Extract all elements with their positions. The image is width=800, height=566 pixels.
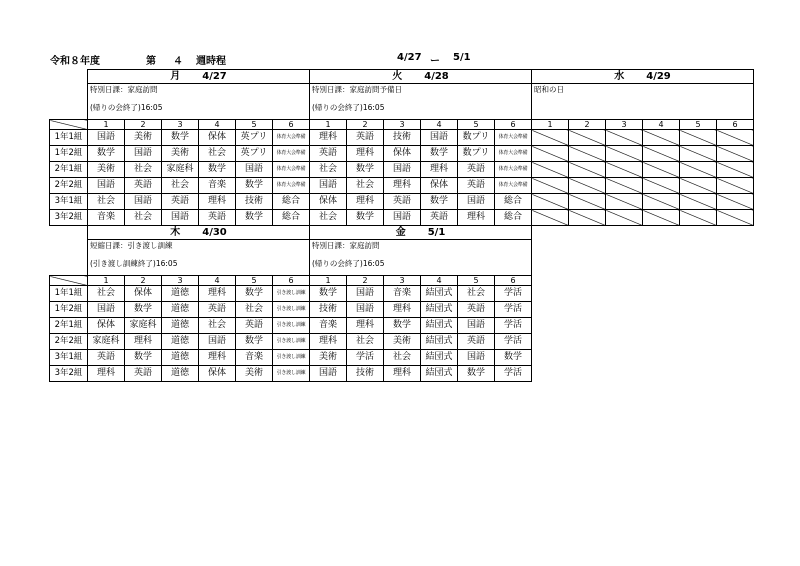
subject-cell: 数学 <box>495 350 532 366</box>
holiday-cell <box>606 178 643 194</box>
period-number: 2 <box>125 276 162 286</box>
holiday-cell <box>569 178 606 194</box>
note-line-1: 昭和の日 <box>534 85 564 94</box>
holiday-cell <box>532 178 569 194</box>
subject-cell: 国語 <box>347 286 384 302</box>
subject-cell: 社会 <box>310 210 347 226</box>
school-year: 令和８年度 <box>50 56 100 67</box>
period-number: 3 <box>384 276 421 286</box>
subject-cell: 社会 <box>458 286 495 302</box>
subject-cell: 引き渡し訓練 <box>273 366 310 382</box>
subject-cell: 体育大会準備 <box>495 162 532 178</box>
subject-cell: 保体 <box>384 146 421 162</box>
subject-cell: 体育大会準備 <box>273 130 310 146</box>
subject-cell: 総合 <box>495 210 532 226</box>
subject-cell: 家庭科 <box>162 162 199 178</box>
subject-cell: 技術 <box>347 366 384 382</box>
subject-cell: 英語 <box>458 302 495 318</box>
subject-cell: 保体 <box>199 130 236 146</box>
table-row <box>50 350 754 366</box>
note-line-1: 特別日課：家庭訪問 <box>312 241 380 250</box>
holiday-cell <box>569 194 606 210</box>
subject-cell: 結団式 <box>421 334 458 350</box>
holiday-cell <box>643 178 680 194</box>
subject-cell: 理科 <box>125 334 162 350</box>
day-note-tue <box>310 84 532 120</box>
weekly-schedule-table <box>49 69 754 382</box>
subject-cell: 学活 <box>495 318 532 334</box>
period-number: 6 <box>273 120 310 130</box>
holiday-cell <box>569 130 606 146</box>
note-line-1: 特別日課：家庭訪問予備日 <box>312 85 402 94</box>
note-line-2: (引き渡し訓練終了)16:05 <box>90 259 178 268</box>
subject-cell: 数学 <box>162 130 199 146</box>
period-number: 1 <box>88 276 125 286</box>
holiday-cell <box>717 162 754 178</box>
subject-cell: 国語 <box>421 130 458 146</box>
holiday-cell <box>532 146 569 162</box>
subject-cell: 英プリ <box>236 146 273 162</box>
subject-cell: 英語 <box>88 350 125 366</box>
subject-cell: 英語 <box>199 210 236 226</box>
note-line-2: (帰りの会終了)16:05 <box>312 259 385 268</box>
subject-cell: 国語 <box>458 318 495 334</box>
period-number: 3 <box>606 120 643 130</box>
subject-cell: 数学 <box>88 146 125 162</box>
subject-cell: 理科 <box>199 286 236 302</box>
period-number: 6 <box>273 276 310 286</box>
period-number: 2 <box>125 120 162 130</box>
subject-cell: 数学 <box>199 162 236 178</box>
subject-cell: 数学 <box>347 162 384 178</box>
day-date: 4/30 <box>202 226 227 238</box>
holiday-cell <box>606 146 643 162</box>
subject-cell: 家庭科 <box>88 334 125 350</box>
date-dash: ー <box>430 56 440 67</box>
table-row <box>50 178 754 194</box>
subject-cell: 道徳 <box>162 334 199 350</box>
day-date: 4/27 <box>202 70 227 82</box>
week-number: ４ <box>173 56 183 67</box>
subject-cell: 社会 <box>199 318 236 334</box>
subject-cell: 体育大会準備 <box>495 146 532 162</box>
subject-cell: 音楽 <box>88 210 125 226</box>
subject-cell: 英プリ <box>236 130 273 146</box>
subject-cell: 美術 <box>236 366 273 382</box>
subject-cell: 学活 <box>495 334 532 350</box>
day-date: 5/1 <box>427 226 446 238</box>
subject-cell: 保体 <box>421 178 458 194</box>
subject-cell: 結団式 <box>421 366 458 382</box>
period-number: 5 <box>680 120 717 130</box>
table-row <box>50 286 754 302</box>
subject-cell: 国語 <box>236 162 273 178</box>
period-number: 6 <box>717 120 754 130</box>
subject-cell: 社会 <box>347 334 384 350</box>
class-label: 3年2組 <box>50 366 88 382</box>
subject-cell: 美術 <box>88 162 125 178</box>
subject-cell: 引き渡し訓練 <box>273 286 310 302</box>
subject-cell: 社会 <box>384 350 421 366</box>
subject-cell: 国語 <box>310 178 347 194</box>
subject-cell: 保体 <box>125 286 162 302</box>
subject-cell: 英語 <box>384 194 421 210</box>
subject-cell: 英語 <box>199 302 236 318</box>
holiday-cell <box>606 194 643 210</box>
subject-cell: 道徳 <box>162 286 199 302</box>
subject-cell: 数学 <box>421 194 458 210</box>
day-header-mon <box>88 70 310 84</box>
subject-cell: 社会 <box>125 210 162 226</box>
period-number: 5 <box>236 120 273 130</box>
subject-cell: 数学 <box>125 350 162 366</box>
subject-cell: 結団式 <box>421 286 458 302</box>
period-number: 3 <box>384 120 421 130</box>
class-label: 3年1組 <box>50 194 88 210</box>
class-label: 2年2組 <box>50 334 88 350</box>
subject-cell: 結団式 <box>421 350 458 366</box>
subject-cell: 理科 <box>384 302 421 318</box>
holiday-cell <box>606 130 643 146</box>
subject-cell: 国語 <box>162 210 199 226</box>
day-note-thu <box>88 240 310 276</box>
subject-cell: 数学 <box>458 366 495 382</box>
holiday-cell <box>680 162 717 178</box>
day-name: 金 <box>395 226 406 238</box>
subject-cell: 理科 <box>458 210 495 226</box>
subject-cell: 社会 <box>125 162 162 178</box>
subject-cell: 引き渡し訓練 <box>273 350 310 366</box>
day-date: 4/28 <box>424 70 449 82</box>
holiday-cell <box>606 162 643 178</box>
date-to: 5/1 <box>453 52 471 63</box>
table-row <box>50 210 754 226</box>
period-number: 1 <box>88 120 125 130</box>
holiday-cell <box>643 210 680 226</box>
holiday-cell <box>532 194 569 210</box>
subject-cell: 保体 <box>199 366 236 382</box>
subject-cell: 技術 <box>384 130 421 146</box>
table-row <box>50 366 754 382</box>
period-number: 4 <box>199 120 236 130</box>
subject-cell: 社会 <box>162 178 199 194</box>
subject-cell: 国語 <box>347 302 384 318</box>
subject-cell: 理科 <box>88 366 125 382</box>
day-name: 水 <box>614 70 625 82</box>
period-number: 4 <box>199 276 236 286</box>
day-note-wed <box>532 84 754 120</box>
subject-cell: 美術 <box>125 130 162 146</box>
date-from: 4/27 <box>397 52 422 63</box>
period-number: 6 <box>495 276 532 286</box>
subject-cell: 道徳 <box>162 350 199 366</box>
subject-cell: 数プリ <box>458 130 495 146</box>
subject-cell: 体育大会準備 <box>273 146 310 162</box>
subject-cell: 引き渡し訓練 <box>273 302 310 318</box>
holiday-cell <box>717 130 754 146</box>
subject-cell: 理科 <box>421 162 458 178</box>
day-date: 4/29 <box>646 70 671 82</box>
subject-cell: 技術 <box>310 302 347 318</box>
period-number: 2 <box>347 120 384 130</box>
period-number: 3 <box>162 276 199 286</box>
holiday-cell <box>532 162 569 178</box>
subject-cell: 理科 <box>310 130 347 146</box>
subject-cell: 英語 <box>347 130 384 146</box>
table-row <box>50 334 754 350</box>
subject-cell: 技術 <box>236 194 273 210</box>
class-label: 3年1組 <box>50 350 88 366</box>
holiday-cell <box>532 130 569 146</box>
subject-cell: 学活 <box>495 366 532 382</box>
subject-cell: 国語 <box>125 146 162 162</box>
holiday-cell <box>680 178 717 194</box>
subject-cell: 体育大会準備 <box>495 130 532 146</box>
subject-cell: 社会 <box>347 178 384 194</box>
holiday-cell <box>643 130 680 146</box>
day-name: 月 <box>170 70 181 82</box>
holiday-cell <box>680 210 717 226</box>
subject-cell: 学活 <box>347 350 384 366</box>
note-line-1: 特別日課：家庭訪問 <box>90 85 158 94</box>
day-header-wed <box>532 70 754 84</box>
holiday-cell <box>643 146 680 162</box>
subject-cell: 道徳 <box>162 302 199 318</box>
subject-cell: 総合 <box>273 210 310 226</box>
subject-cell: 英語 <box>236 318 273 334</box>
class-label: 1年2組 <box>50 146 88 162</box>
subject-cell: 理科 <box>384 178 421 194</box>
subject-cell: 音楽 <box>236 350 273 366</box>
subject-cell: 数学 <box>310 286 347 302</box>
period-number: 1 <box>310 120 347 130</box>
subject-cell: 数学 <box>347 210 384 226</box>
subject-cell: 学活 <box>495 302 532 318</box>
subject-cell: 数学 <box>384 318 421 334</box>
day-name: 木 <box>170 226 181 238</box>
holiday-cell <box>643 162 680 178</box>
period-number: 4 <box>643 120 680 130</box>
subject-cell: 道徳 <box>162 366 199 382</box>
holiday-cell <box>717 194 754 210</box>
class-label: 2年1組 <box>50 318 88 334</box>
day-name: 火 <box>392 70 403 82</box>
holiday-cell <box>680 146 717 162</box>
subject-cell: 結団式 <box>421 318 458 334</box>
period-number: 4 <box>421 120 458 130</box>
subject-cell: 引き渡し訓練 <box>273 334 310 350</box>
subject-cell: 英語 <box>458 178 495 194</box>
period-number: 2 <box>569 120 606 130</box>
table-row <box>50 318 754 334</box>
subject-cell: 体育大会準備 <box>273 162 310 178</box>
subject-cell: 英語 <box>125 178 162 194</box>
subject-cell: 体育大会準備 <box>273 178 310 194</box>
subject-cell: 国語 <box>125 194 162 210</box>
period-number: 4 <box>421 276 458 286</box>
table-row <box>50 162 754 178</box>
holiday-cell <box>569 162 606 178</box>
subject-cell: 国語 <box>88 130 125 146</box>
subject-cell: 学活 <box>495 286 532 302</box>
subject-cell: 社会 <box>236 302 273 318</box>
subject-cell: 英語 <box>125 366 162 382</box>
holiday-cell <box>680 130 717 146</box>
table-row <box>50 194 754 210</box>
subject-cell: 理科 <box>199 350 236 366</box>
subject-cell: 美術 <box>162 146 199 162</box>
table-row <box>50 130 754 146</box>
corner-diagonal <box>50 120 88 130</box>
subject-cell: 英語 <box>458 334 495 350</box>
holiday-cell <box>569 146 606 162</box>
day-note-fri <box>310 240 532 276</box>
subject-cell: 社会 <box>88 286 125 302</box>
holiday-cell <box>643 194 680 210</box>
subject-cell: 理科 <box>310 334 347 350</box>
class-label: 1年1組 <box>50 130 88 146</box>
subject-cell: 体育大会準備 <box>495 178 532 194</box>
corner-diagonal <box>50 276 88 286</box>
period-number: 1 <box>310 276 347 286</box>
class-label: 2年1組 <box>50 162 88 178</box>
subject-cell: 数学 <box>236 334 273 350</box>
subject-cell: 数学 <box>236 210 273 226</box>
holiday-cell <box>717 146 754 162</box>
subject-cell: 音楽 <box>384 286 421 302</box>
day-header-tue <box>310 70 532 84</box>
period-number: 2 <box>347 276 384 286</box>
subject-cell: 音楽 <box>199 178 236 194</box>
subject-cell: 保体 <box>310 194 347 210</box>
holiday-cell <box>532 210 569 226</box>
day-note-mon <box>88 84 310 120</box>
note-line-1: 短縮日課：引き渡し訓練 <box>90 241 173 250</box>
table-row <box>50 302 754 318</box>
subject-cell: 国語 <box>310 366 347 382</box>
subject-cell: 理科 <box>347 194 384 210</box>
subject-cell: 社会 <box>88 194 125 210</box>
subject-cell: 国語 <box>88 302 125 318</box>
subject-cell: 総合 <box>495 194 532 210</box>
subject-cell: 数プリ <box>458 146 495 162</box>
subject-cell: 数学 <box>125 302 162 318</box>
subject-cell: 理科 <box>384 366 421 382</box>
class-label: 3年2組 <box>50 210 88 226</box>
subject-cell: 英語 <box>421 210 458 226</box>
holiday-cell <box>717 210 754 226</box>
table-row <box>50 146 754 162</box>
subject-cell: 道徳 <box>162 318 199 334</box>
note-line-2: (帰りの会終了)16:05 <box>312 103 385 112</box>
subject-cell: 保体 <box>88 318 125 334</box>
subject-cell: 理科 <box>347 146 384 162</box>
subject-cell: 理科 <box>347 318 384 334</box>
subject-cell: 英語 <box>310 146 347 162</box>
class-label: 1年2組 <box>50 302 88 318</box>
period-number: 5 <box>458 276 495 286</box>
period-number: 5 <box>458 120 495 130</box>
subject-cell: 社会 <box>199 146 236 162</box>
subject-cell: 結団式 <box>421 302 458 318</box>
class-label: 2年2組 <box>50 178 88 194</box>
subject-cell: 社会 <box>310 162 347 178</box>
subject-cell: 美術 <box>310 350 347 366</box>
subject-cell: 国語 <box>88 178 125 194</box>
period-number: 5 <box>236 276 273 286</box>
period-number: 1 <box>532 120 569 130</box>
holiday-cell <box>717 178 754 194</box>
day-header-thu <box>88 226 310 240</box>
subject-cell: 理科 <box>199 194 236 210</box>
subject-cell: 国語 <box>199 334 236 350</box>
holiday-cell <box>606 210 643 226</box>
class-label: 1年1組 <box>50 286 88 302</box>
subject-cell: 引き渡し訓練 <box>273 318 310 334</box>
period-number: 3 <box>162 120 199 130</box>
subject-cell: 数学 <box>236 178 273 194</box>
holiday-cell <box>569 210 606 226</box>
subject-cell: 数学 <box>421 146 458 162</box>
subject-cell: 総合 <box>273 194 310 210</box>
subject-cell: 国語 <box>384 162 421 178</box>
day-header-fri <box>310 226 532 240</box>
subject-cell: 数学 <box>236 286 273 302</box>
holiday-cell <box>680 194 717 210</box>
period-number: 6 <box>495 120 532 130</box>
subject-cell: 国語 <box>458 194 495 210</box>
subject-cell: 英語 <box>458 162 495 178</box>
subject-cell: 国語 <box>458 350 495 366</box>
subject-cell: 家庭科 <box>125 318 162 334</box>
week-prefix: 第 <box>146 56 156 67</box>
note-line-2: (帰りの会終了)16:05 <box>90 103 163 112</box>
subject-cell: 国語 <box>384 210 421 226</box>
subject-cell: 音楽 <box>310 318 347 334</box>
week-suffix: 週時程 <box>196 56 226 67</box>
subject-cell: 美術 <box>384 334 421 350</box>
subject-cell: 英語 <box>162 194 199 210</box>
